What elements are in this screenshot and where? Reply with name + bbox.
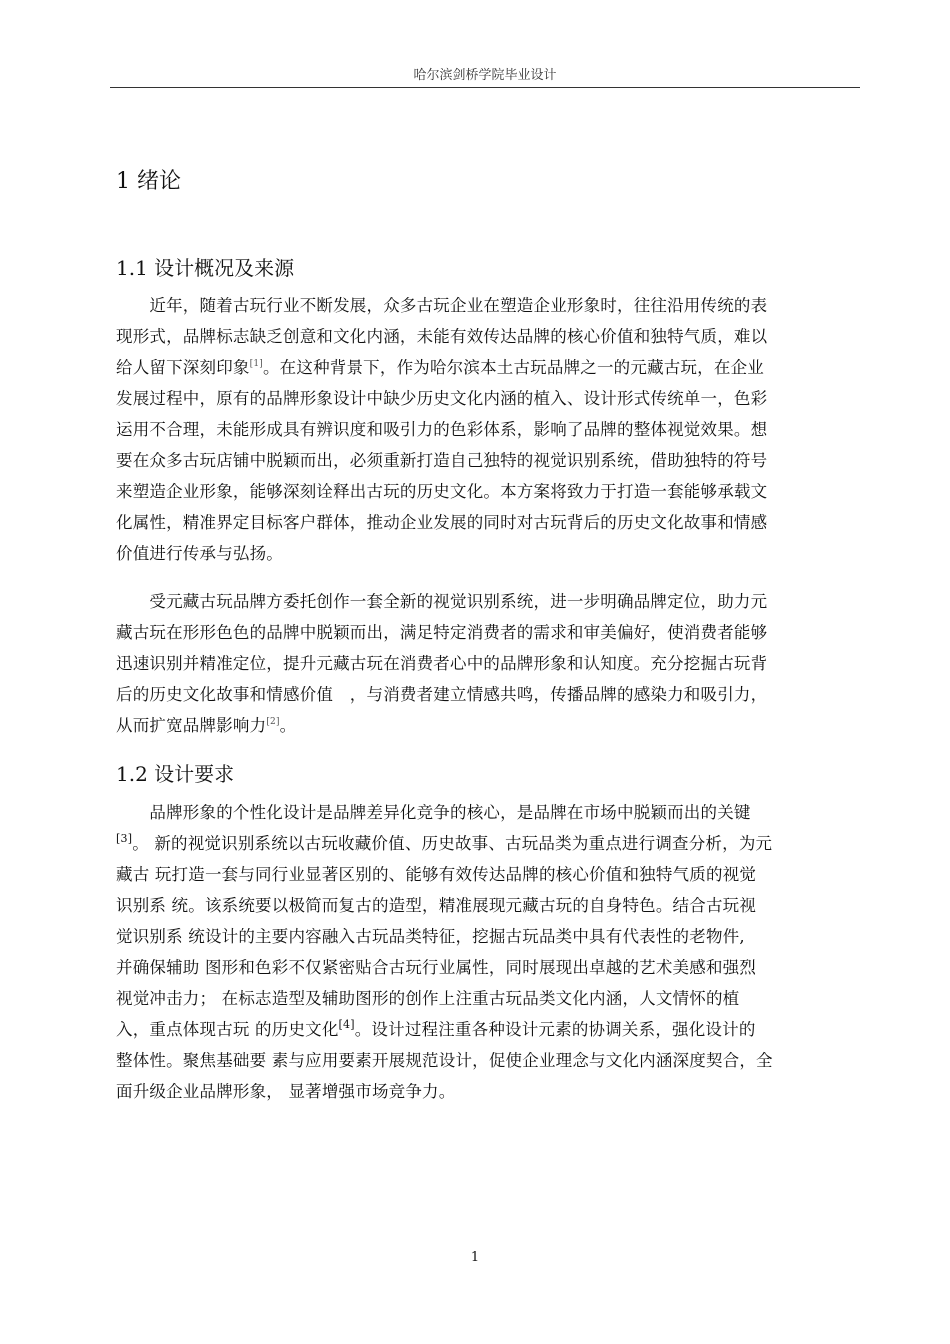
text-line: 化属性，精准界定目标客户群体，推动企业发展的同时对古玩背后的历史文化故事和情感 [116, 513, 768, 532]
chapter-title: 1 绪论 [116, 169, 181, 194]
text-segment: 入，重点体现古玩 的历史文化 [116, 1020, 339, 1039]
text-segment: 。 [279, 716, 297, 735]
text-segment: 。设计过程注重各种设计元素的协调关系，强化设计的 [354, 1020, 756, 1039]
text-line [116, 828, 864, 859]
citation-ref: [3] [116, 832, 133, 845]
text-segment: 给人留下深刻印象 [116, 358, 250, 377]
text-segment: 。 新的视觉识别系统以古玩收藏价值、历史故事、古玩品类为重点进行调查分析，为元 [132, 834, 773, 853]
text-line: 面升级企业品牌形象， 显著增强市场竞争力。 [116, 1082, 456, 1101]
page-header: 哈尔滨剑桥学院毕业设计 [413, 68, 557, 83]
citation-ref: [4] [338, 1018, 355, 1031]
text-line: 品牌形象的个性化设计是品牌差异化竞争的核心，是品牌在市场中脱颖而出的关键 [116, 803, 751, 822]
text-line [116, 1014, 864, 1045]
text-line: 发展过程中，原有的品牌形象设计中缺少历史文化内涵的植入、设计形式传统单一，色彩 [116, 389, 768, 408]
text-segment: 从而扩宽品牌影响力 [116, 716, 267, 735]
text-line: 近年，随着古玩行业不断发展，众多古玩企业在塑造企业形象时，往往沿用传统的表 [116, 296, 768, 315]
text-line: 来塑造企业形象，能够深刻诠释出古玩的历史文化。本方案将致力于打造一套能够承载文 [116, 482, 768, 501]
text-line: 现形式，品牌标志缺乏创意和文化内涵，未能有效传达品牌的核心价值和独特气质，难以 [116, 327, 768, 346]
citation-ref: [1] [249, 359, 263, 369]
text-line: 运用不合理，未能形成具有辨识度和吸引力的色彩体系，影响了品牌的整体视觉效果。想 [116, 420, 768, 439]
text-line: 视觉冲击力； 在标志造型及辅助图形的创作上注重古玩品类文化内涵，人文情怀的植 [116, 989, 740, 1008]
text-segment: 。在这种背景下，作为哈尔滨本土古玩品牌之一的元藏古玩，在企业 [262, 358, 764, 377]
text-line: 受元藏古玩品牌方委托创作一套全新的视觉识别系统，进一步明确品牌定位，助力元 [116, 592, 768, 611]
text-line: 识别系 统。该系统要以极简而复古的造型，精准展现元藏古玩的自身特色。结合古玩视 [116, 896, 757, 915]
paragraph-1-1-a [116, 290, 864, 569]
text-line [116, 710, 864, 741]
section-title-1-1: 1.1 设计概况及来源 [116, 256, 295, 280]
text-line: 并确保辅助 图形和色彩不仅紧密贴合古玩行业属性，同时展现出卓越的艺术美感和强烈 [116, 958, 757, 977]
text-line: 藏古 玩打造一套与同行业显著区别的、能够有效传达品牌的核心价值和独特气质的视觉 [116, 865, 757, 884]
text-line: 迅速识别并精准定位，提升元藏古玩在消费者心中的品牌形象和认知度。充分挖掘古玩背 [116, 654, 768, 673]
paragraph-1-2 [116, 797, 864, 1107]
text-line: 觉识别系 统设计的主要内容融入古玩品类特征，挖掘古玩品类中具有代表性的老物件, [116, 927, 745, 946]
header-divider [110, 87, 860, 88]
text-line: 后的历史文化故事和情感价值 ，与消费者建立情感共鸣，传播品牌的感染力和吸引力， [116, 685, 768, 704]
page-number: 1 [470, 1250, 480, 1265]
citation-ref: [2] [266, 717, 280, 727]
section-title-1-2: 1.2 设计要求 [116, 762, 235, 786]
text-line: 价值进行传承与弘扬。 [116, 544, 283, 563]
text-line: 藏古玩在形形色色的品牌中脱颖而出，满足特定消费者的需求和审美偏好，使消费者能够 [116, 623, 768, 642]
paragraph-1-1-b [116, 586, 864, 741]
text-line: 整体性。聚焦基础要 素与应用要素开展规范设计，促使企业理念与文化内涵深度契合，全 [116, 1051, 773, 1070]
text-line: 要在众多古玩店铺中脱颖而出，必须重新打造自己独特的视觉识别系统，借助独特的符号 [116, 451, 768, 470]
text-line [116, 352, 864, 383]
